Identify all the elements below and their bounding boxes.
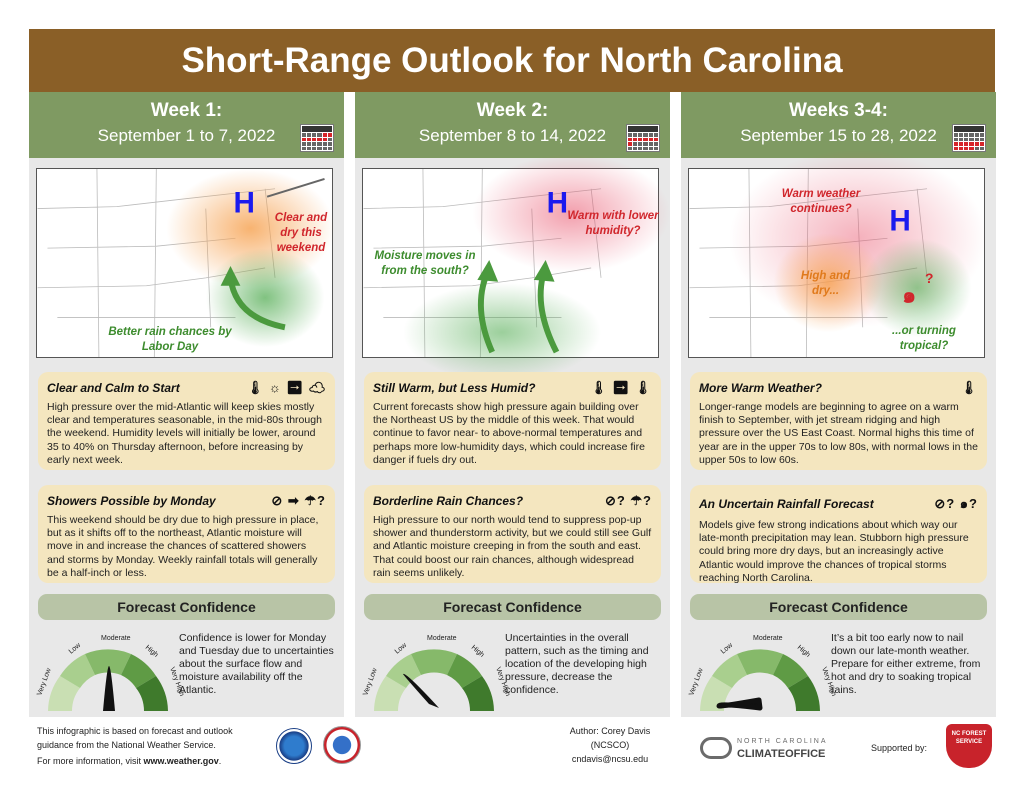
dry-to-rain-icon: ⊘ ➡ ☂?: [271, 493, 326, 508]
week1-dates: September 1 to 7, 2022: [97, 126, 276, 145]
author-info: [551, 724, 669, 766]
week2-card-rain: [364, 485, 661, 583]
thermometer-icon: 🌡 ➡ 🌡: [590, 380, 652, 395]
author-name: Author: Corey Davis (NCSCO): [569, 726, 651, 750]
week34-header: [681, 92, 996, 158]
week2-high-label: H: [546, 186, 569, 220]
week1-confidence-header: Forecast Confidence: [38, 594, 335, 620]
svg-text:Low: Low: [393, 641, 409, 656]
week1-card2-text: This weekend should be dry due to high pressure in place, but as it shifts off to the northeast, Atlantic moisture will move in and increase the chances of scattered showers and storms by Monday. Weekly rainfall totals will generally be a half-inch or less.: [47, 514, 319, 579]
week34-map-label-warm: Warm weather continues?: [781, 188, 861, 215]
svg-text:Very High: Very High: [820, 666, 838, 698]
weather-gov-link[interactable]: www.weather.gov: [143, 756, 219, 766]
week2-confidence-text: Uncertainties in the overall pattern, such as the timing and location of the developing high pressure, decrease the confidence.: [505, 632, 649, 696]
week1-column: [29, 92, 344, 717]
svg-text:Very Low: Very Low: [688, 667, 705, 697]
page-title: Short-Range Outlook for North Carolina: [181, 40, 843, 80]
week34-card2-text: Models give few strong indications about which way our late-month precipitation may lean. Stubborn high pressure could bring more dry days, but an increasingly active Atlantic would improve the chances of tropical storms reaching North Carolina.: [699, 519, 969, 584]
calendar-icon: [952, 124, 986, 152]
footer-line2: guidance from the National Weather Service.: [37, 740, 216, 750]
forest-service-logo: NC FOREST SERVICE: [946, 724, 992, 768]
nws-logo-icon: [323, 726, 361, 764]
svg-text:Moderate: Moderate: [753, 635, 783, 642]
week2-dates: September 8 to 14, 2022: [418, 126, 607, 145]
nc-climate-office-logo: NORTH CAROLINA CLIMATEOFFICE: [700, 732, 835, 764]
svg-text:High: High: [143, 644, 160, 659]
svg-text:๑: ๑: [902, 282, 917, 308]
rain-uncertain-icon: ⊘? ☂?: [604, 493, 652, 508]
week1-card-temperature: [38, 372, 335, 470]
week34-confidence-gauge: [685, 626, 838, 714]
svg-text:Moderate: Moderate: [427, 635, 457, 642]
author-email[interactable]: cndavis@ncsu.edu: [571, 754, 649, 764]
svg-text:High: High: [469, 644, 486, 659]
week2-confidence-header: Forecast Confidence: [364, 594, 661, 620]
week34-card1-title: More Warm Weather?: [699, 381, 822, 395]
svg-text:Very High: Very High: [494, 666, 512, 698]
week1-map-label-rain: Better rain chances by Labor Day: [108, 326, 232, 353]
week1-card2-title: Showers Possible by Monday: [47, 494, 216, 508]
week34-dates: September 15 to 28, 2022: [740, 126, 937, 145]
week1-header: [29, 92, 344, 158]
noaa-logo-icon: [276, 728, 312, 764]
svg-text:?: ?: [925, 269, 934, 286]
week1-confidence-text: Confidence is lower for Monday and Tuesday due to uncertainties about the surface flow and moisture availability off the Atlantic.: [179, 632, 334, 696]
week34-card2-title: An Uncertain Rainfall Forecast: [699, 496, 874, 511]
week1-card1-title: Clear and Calm to Start: [47, 381, 180, 395]
week34-column: [681, 92, 996, 717]
week2-map-label-warm: Warm with lower humidity?: [567, 210, 659, 237]
tropical-storm-icon: ⊘? ๑?: [934, 496, 978, 511]
week2-map: [362, 168, 659, 358]
week2-confidence-gauge: [359, 626, 512, 714]
week34-card-rain: [690, 485, 987, 583]
svg-text:Low: Low: [719, 641, 735, 656]
week2-card1-title: Still Warm, but Less Humid?: [373, 381, 536, 395]
week2-title: Week 2:: [476, 100, 549, 121]
svg-text:High: High: [795, 644, 812, 659]
week34-title: Weeks 3-4:: [789, 100, 888, 121]
week2-card2-text: High pressure to our north would tend to suppress pop-up shower and thunderstorm activity, but we could still see Gulf and Atlantic moisture creeping in from the south and east. That could boost our rain chances, although widespread rain seems unlikely.: [373, 514, 652, 579]
svg-text:Very Low: Very Low: [36, 667, 53, 697]
week34-high-label: H: [889, 204, 911, 238]
footer-line1: This infographic is based on forecast and outlook: [37, 726, 233, 736]
week34-confidence-text: It’s a bit too early now to nail down our late-month weather. Prepare for either extreme, from hot and dry to soaking tropical rains.: [831, 632, 981, 696]
week34-map-label-dry: High and dry...: [800, 270, 851, 297]
footer-line3: For more information, visit www.weather.gov.: [37, 756, 222, 766]
week2-header: [355, 92, 670, 158]
week1-map: [36, 168, 333, 358]
svg-text:Low: Low: [67, 641, 83, 656]
week34-card1-text: Longer-range models are beginning to agree on a warm finish to September, with jet stream ridging and high pressure over the US East Coast. Normal highs this time of year are in the upper 70s to low 80s, with normal lows in the upper 50s to low 60s.: [699, 401, 978, 466]
svg-text:Very Low: Very Low: [362, 667, 379, 697]
calendar-icon: [626, 124, 660, 152]
week2-card-temperature: [364, 372, 661, 470]
week1-high-label: H: [233, 186, 255, 220]
week2-card1-text: Current forecasts show high pressure again building over the Northeast US by the middle of this week. That would continue to favor near- to above-normal temperatures and perhaps more low-humidity days, which could increase fire danger if fuels dry out.: [373, 401, 645, 466]
week2-map-label-moisture: Moisture moves in from the south?: [374, 250, 476, 277]
week34-card-temperature: [690, 372, 987, 470]
svg-text:Very High: Very High: [168, 666, 186, 698]
title-banner: [29, 29, 995, 92]
week34-map: [688, 168, 985, 358]
week1-card1-text: High pressure over the mid-Atlantic will keep skies mostly clear and temperatures seasonable, in the mid-80s through the weekend. Humidity levels will initially be lower, around 35 to 40% on Thursday afternoon, before increasing by early next week.: [47, 401, 322, 466]
thermometer-sun-cloud-icon: 🌡 ☼ ➡ ☁: [246, 380, 326, 395]
climate-office-icon: [700, 737, 732, 759]
supported-by-label: Supported by:: [871, 743, 928, 753]
week1-confidence-gauge: [33, 626, 186, 714]
footer-info: [37, 724, 233, 768]
week1-card-rain: [38, 485, 335, 583]
week2-card2-title: Borderline Rain Chances?: [373, 494, 524, 508]
week2-column: [355, 92, 670, 717]
calendar-icon: [300, 124, 334, 152]
week34-map-label-tropical: ...or turning tropical?: [892, 325, 956, 352]
week1-title: Week 1:: [150, 100, 223, 121]
svg-text:Moderate: Moderate: [101, 635, 131, 642]
week34-confidence-header: Forecast Confidence: [690, 594, 987, 620]
week1-map-label-dry: Clear and dry this weekend: [274, 212, 328, 254]
thermometer-icon: 🌡: [960, 380, 978, 395]
